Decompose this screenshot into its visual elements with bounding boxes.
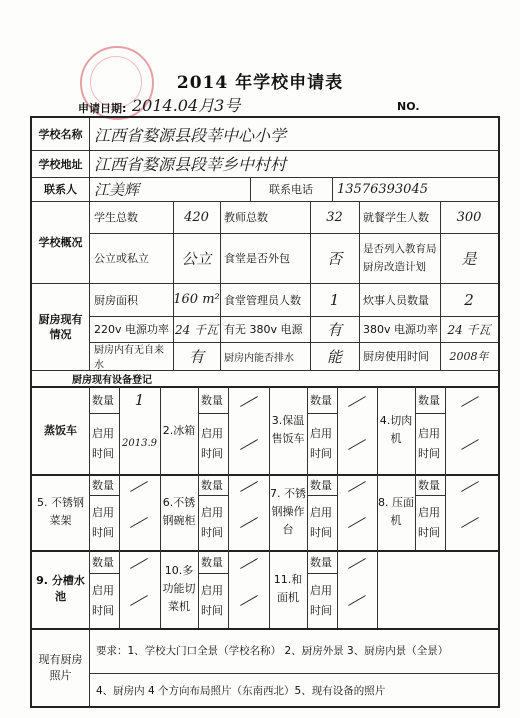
phone-label: 联系电话: [269, 183, 313, 196]
equipment-time-7-empty: [348, 517, 366, 528]
qty-label: 数量: [418, 478, 440, 492]
power220-value: 24 千瓦: [174, 322, 219, 337]
equipment-name-1: 蒸饭车: [44, 424, 77, 437]
apply-date-label: 申请日期:: [78, 102, 127, 115]
equipment-qty-11-empty: [348, 558, 366, 569]
equipment-qty-9-empty: [130, 558, 148, 569]
contact-label: 联系人: [44, 183, 77, 196]
equipment-qty-10-empty: [240, 558, 258, 569]
total-students-value: 420: [184, 209, 209, 225]
canteen-staff-value: 1: [329, 290, 340, 309]
dining-students-value: 300: [456, 209, 482, 225]
form-number-label: NO.: [397, 100, 420, 113]
equipment-name-8: 8. 压面机: [378, 496, 414, 527]
has380-value: 有: [326, 320, 342, 339]
equipment-name-10: 10.多功能切菜机: [162, 564, 196, 613]
equipment-time-5-empty: [130, 517, 148, 528]
equipment-time-8-empty: [461, 517, 479, 528]
time-label: 启用时间: [92, 583, 114, 617]
teachers-value: 32: [326, 209, 343, 225]
canteen-outsourced-label: 食堂是否外包: [224, 252, 290, 265]
equipment-time-2-empty: [240, 439, 258, 450]
has380-label: 有无 380v 电源: [224, 323, 303, 336]
equipment-time-6-empty: [240, 517, 258, 528]
equipment-qty-5-empty: [130, 481, 148, 492]
application-table: [30, 116, 500, 708]
canteen-outsourced-value: 否: [326, 249, 342, 268]
power380-value: 24 千瓦: [447, 322, 491, 337]
power380-label: 380v 电源功率: [363, 323, 439, 336]
cook-staff-label: 炊事人员数量: [363, 293, 429, 307]
qty-label: 数量: [201, 393, 223, 407]
school-name-value: 江西省婺源县段莘中心小学: [94, 125, 287, 145]
kitchen-section-label: 厨房现有情况: [38, 312, 83, 341]
qty-label: 数量: [201, 478, 223, 492]
time-label: 启用时间: [201, 426, 223, 460]
equipment-time-4-empty: [461, 439, 479, 450]
qty-label: 数量: [310, 478, 332, 492]
equipment-qty-3-empty: [348, 396, 366, 407]
usage-time-value: 2008年: [449, 350, 489, 363]
time-label: 启用时间: [418, 505, 440, 539]
qty-label: 数量: [92, 393, 114, 407]
equipment-time-3-empty: [348, 439, 366, 450]
equipment-qty-6-empty: [240, 481, 258, 492]
page-title: 2014 年学校申请表: [176, 73, 344, 93]
equipment-qty-1: 1: [134, 390, 145, 409]
drainage-value: 能: [326, 347, 342, 366]
equipment-time-9-empty: [130, 595, 148, 606]
drainage-label: 厨房内能否排水: [224, 352, 294, 364]
qty-label: 数量: [310, 393, 332, 407]
phone-value: 13576393045: [337, 181, 428, 197]
equipment-name-4: 4.切肉机: [379, 414, 413, 445]
school-address-label: 学校地址: [38, 157, 83, 171]
renovation-plan-value: 是: [461, 249, 477, 268]
school-address-value: 江西省婺源县段莘乡中村村: [94, 155, 287, 174]
overview-section-label: 学校概况: [38, 236, 83, 249]
time-label: 启用时间: [92, 505, 114, 539]
power220-label: 220v 电源功率: [94, 323, 170, 336]
tap-water-label: 厨房内有无自来水: [94, 345, 164, 371]
equipment-name-2: 2.冰箱: [162, 424, 196, 437]
equipment-qty-7-empty: [348, 481, 366, 492]
equipment-qty-4-empty: [461, 396, 479, 407]
time-label: 启用时间: [418, 426, 440, 460]
time-label: 启用时间: [310, 505, 332, 539]
equipment-section-label: 厨房现有设备登记: [72, 374, 152, 386]
time-label: 启用时间: [310, 583, 332, 617]
school-name-label: 学校名称: [38, 128, 83, 141]
usage-time-label: 厨房使用时间: [363, 350, 429, 363]
photos-label: 现有厨房照片: [38, 653, 83, 682]
canteen-staff-label: 食堂管理员人数: [224, 293, 301, 307]
equipment-name-11: 11.和面机: [273, 573, 303, 604]
equipment-qty-8-empty: [461, 481, 479, 492]
total-students-label: 学生总数: [94, 211, 138, 224]
qty-label: 数量: [92, 478, 114, 492]
renovation-plan-label: 是否列入教育局厨房改造计划: [363, 243, 437, 273]
qty-label: 数量: [201, 555, 223, 569]
tap-water-value: 有: [188, 347, 204, 366]
equipment-time-1: 2013.9: [122, 438, 157, 449]
apply-date-value: 2014.04月3号: [132, 96, 241, 115]
equipment-name-6: 6.不锈钢碗柜: [162, 496, 196, 527]
time-label: 启用时间: [92, 426, 114, 460]
photos-requirement-line2: 4、厨房内 4 个方向布局照片（东南西北）5、现有设备的照片: [96, 685, 386, 697]
equipment-name-3: 3.保温售饭车: [271, 414, 305, 445]
equipment-qty-2-empty: [240, 396, 258, 407]
equipment-name-5: 5. 不锈钢菜架: [37, 496, 84, 527]
kitchen-area-value: 160 m²: [173, 292, 220, 307]
time-label: 启用时间: [201, 583, 223, 617]
equipment-name-9: 9. 分槽水池: [36, 574, 85, 603]
equipment-time-11-empty: [348, 595, 366, 606]
time-label: 启用时间: [201, 505, 223, 539]
qty-label: 数量: [310, 555, 332, 569]
contact-value: 江美辉: [94, 180, 140, 199]
photos-requirement-line1: 要求：1、学校大门口全景（学校名称） 2、厨房外景 3、厨房内景（全景）: [96, 645, 449, 657]
public-private-value: 公立: [181, 249, 212, 268]
equipment-name-7: 7. 不锈钢操作台: [270, 487, 306, 536]
kitchen-area-label: 厨房面积: [94, 293, 138, 307]
dining-students-label: 就餐学生人数: [363, 211, 429, 224]
cook-staff-value: 2: [464, 290, 474, 309]
equipment-time-10-empty: [240, 595, 258, 606]
qty-label: 数量: [92, 555, 114, 569]
public-private-label: 公立或私立: [94, 252, 149, 265]
qty-label: 数量: [418, 393, 440, 407]
teachers-label: 教师总数: [224, 211, 268, 224]
time-label: 启用时间: [310, 426, 332, 460]
